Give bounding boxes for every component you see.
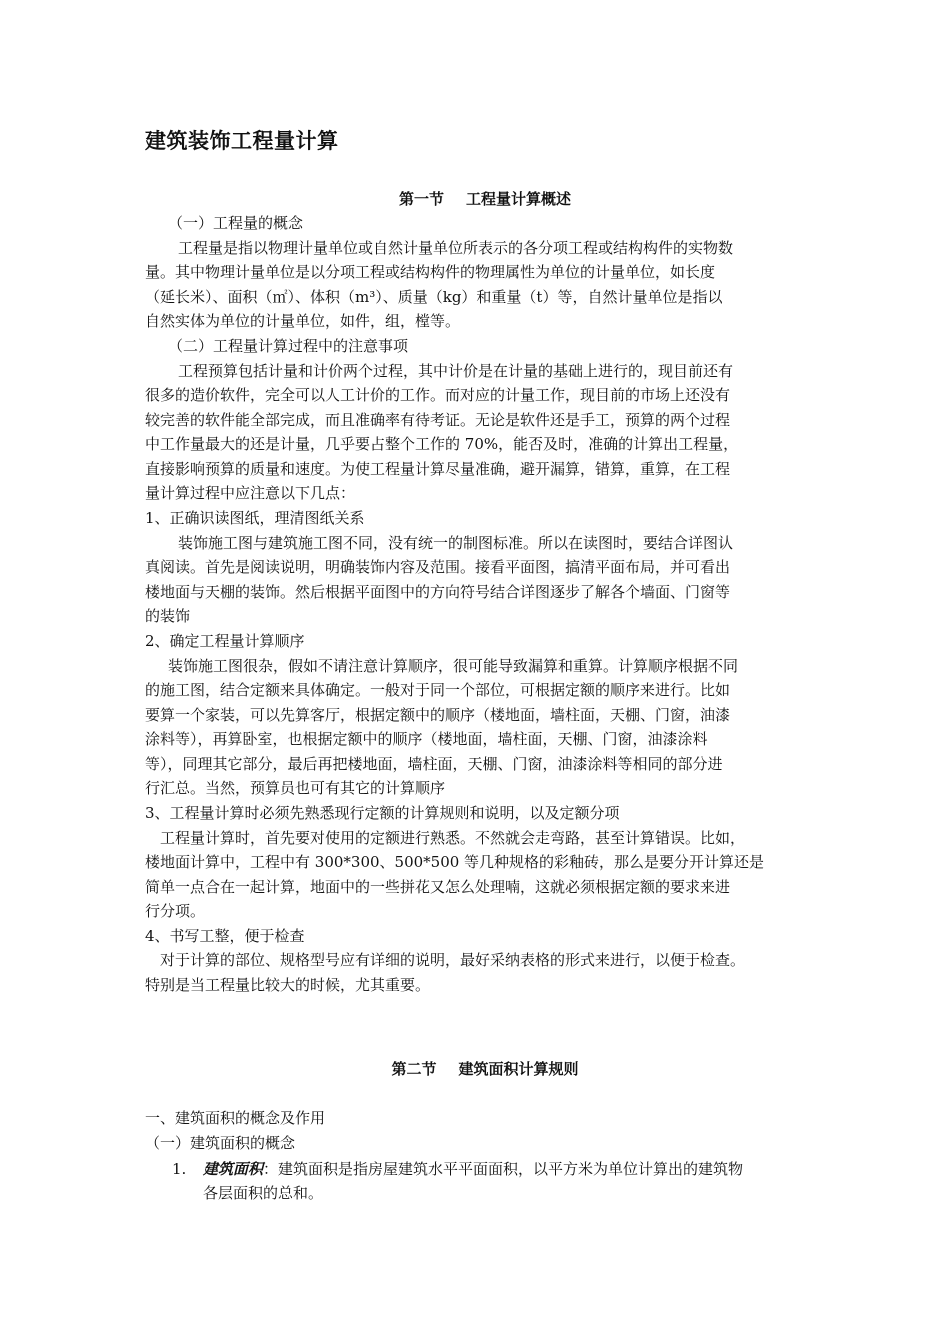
paragraph-line: 简单一点合在一起计算，地面中的一些拼花又怎么处理喃，这就必须根据定额的要求来进 — [145, 878, 731, 896]
paragraph-line: 特别是当工程量比较大的时候，尤其重要。 — [145, 976, 431, 994]
paragraph-line: 等），同理其它部分，最后再把楼地面，墙柱面，天棚、门窗，油漆涂料等相同的部分进 — [145, 755, 723, 773]
paragraph-line: 的施工图，结合定额来具体确定。一般对于同一个部位，可根据定额的顺序来进行。比如 — [145, 681, 731, 699]
numbered-heading: 4、书写工整，便于检查 — [145, 927, 305, 945]
paragraph-line: 楼地面与天棚的装饰。然后根据平面图中的方向符号结合详图逐步了解各个墙面、门窗等 — [145, 583, 731, 601]
section-heading — [145, 1058, 825, 1079]
list-item — [172, 1157, 842, 1182]
numbered-heading: 3、工程量计算时必须先熟悉现行定额的计算规则和说明，以及定额分项 — [145, 804, 620, 822]
paragraph-line: 自然实体为单位的计量单位，如件，组，樘等。 — [145, 312, 461, 330]
section-title: 建筑面积计算规则 — [458, 1060, 579, 1078]
paragraph-line: 工程量计算时，首先要对使用的定额进行熟悉。不然就会走弯路，甚至计算错误。比如， — [160, 829, 746, 847]
list-item-continuation: 各层面积的总和。 — [203, 1184, 324, 1202]
paragraph-line: 量。其中物理计量单位是以分项工程或结构构件的物理属性为单位的计量单位，如长度 — [145, 263, 716, 281]
subheading: （一）工程量的概念 — [168, 214, 304, 232]
subheading: （一）建筑面积的概念 — [145, 1134, 296, 1152]
paragraph-line: 楼地面计算中，工程中有 300*300、500*500 等几种规格的彩釉砖，那么是要分开计算还是 — [145, 853, 765, 871]
paragraph-line: 要算一个家装，可以先算客厅，根据定额中的顺序（楼地面，墙柱面，天棚、门窗，油漆 — [145, 706, 731, 724]
paragraph-line: 较完善的软件能全部完成，而且准确率有待考证。无论是软件还是手工，预算的两个过程 — [145, 411, 731, 429]
paragraph-line: 很多的造价软件，完全可以人工计价的工作。而对应的计量工作，现目前的市场上还没有 — [145, 386, 731, 404]
section-number: 第一节 — [398, 190, 444, 208]
list-marker: 1. — [172, 1160, 187, 1178]
subheading: （二）工程量计算过程中的注意事项 — [168, 337, 409, 355]
numbered-heading: 一、建筑面积的概念及作用 — [145, 1109, 326, 1127]
paragraph-line: 工程量是指以物理计量单位或自然计量单位所表示的各分项工程或结构构件的实物数 — [178, 239, 734, 257]
paragraph-line: 行汇总。当然，预算员也可有其它的计算顺序 — [145, 779, 446, 797]
paragraph-line: 量计算过程中应注意以下几点： — [145, 484, 356, 502]
paragraph-line: 装饰施工图很杂，假如不请注意计算顺序，很可能导致漏算和重算。计算顺序根据不同 — [168, 657, 739, 675]
section-number: 第二节 — [391, 1060, 437, 1078]
list-item-text: ：建筑面积是指房屋建筑水平平面面积，以平方米为单位计算出的建筑物 — [263, 1160, 744, 1178]
paragraph-line: 的装饰 — [145, 607, 191, 625]
paragraph-line: 涂料等），再算卧室，也根据定额中的顺序（楼地面，墙柱面，天棚、门窗，油漆涂料 — [145, 730, 708, 748]
term: 建筑面积 — [203, 1160, 264, 1178]
document-title: 建筑装饰工程量计算 — [145, 129, 339, 153]
numbered-heading: 1、正确识读图纸，理清图纸关系 — [145, 509, 365, 527]
paragraph-line: 对于计算的部位、规格型号应有详细的说明，最好采纳表格的形式来进行，以便于检查。 — [160, 951, 746, 969]
numbered-heading: 2、确定工程量计算顺序 — [145, 632, 305, 650]
paragraph-line: 工程预算包括计量和计价两个过程，其中计价是在计量的基础上进行的，现目前还有 — [178, 362, 734, 380]
paragraph-line: 真阅读。首先是阅读说明，明确装饰内容及范围。接看平面图，搞清平面布局，并可看出 — [145, 558, 731, 576]
paragraph-line: 直接影响预算的质量和速度。为使工程量计算尽量准确，避开漏算，错算，重算，在工程 — [145, 460, 731, 478]
section-title: 工程量计算概述 — [466, 190, 572, 208]
paragraph-line: 行分项。 — [145, 902, 206, 920]
paragraph-line: （延长米）、面积（㎡）、体积（m³）、质量（kg）和重量（t）等，自然计量单位是指以 — [145, 288, 723, 306]
paragraph-line: 装饰施工图与建筑施工图不同，没有统一的制图标准。所以在读图时，要结合详图认 — [178, 534, 734, 552]
section-heading — [145, 188, 825, 209]
paragraph-line: 中工作量最大的还是计量，几乎要占整个工作的 70%，能否及时，准确的计算出工程量， — [145, 435, 739, 453]
